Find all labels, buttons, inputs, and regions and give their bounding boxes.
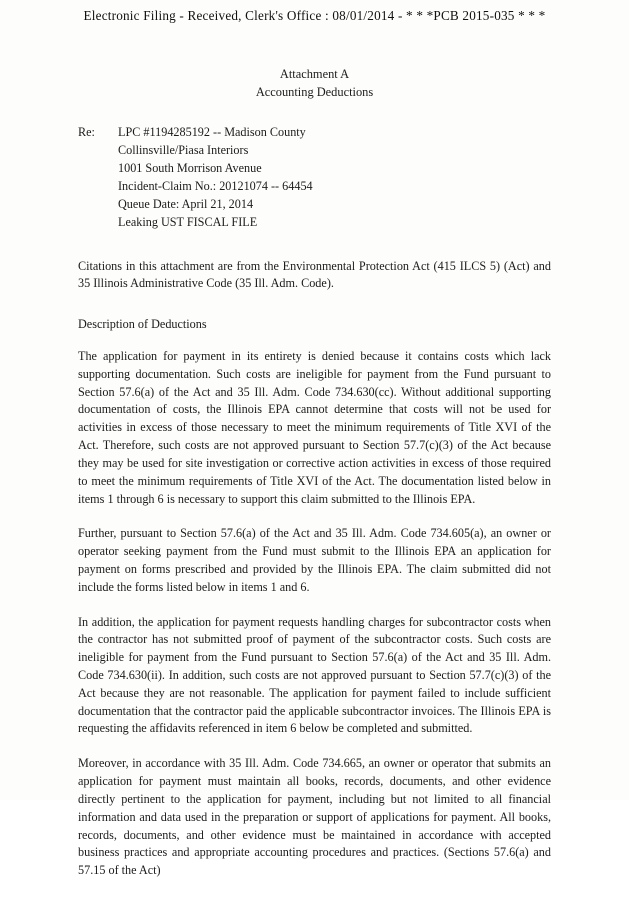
re-lines <box>118 124 551 232</box>
description-of-deductions-heading: Description of Deductions <box>78 317 207 332</box>
deduction-paragraph-3: In addition, the application for payment requests handling charges for subcontractor costs when the contractor has not submitted proof of payment of the subcontractor costs. Such costs are ineligible for payment from the Fund pursuant to Section 57.6(a) of the Act and 35 Ill. Adm. Code 734.630(ii). In addition, such costs are not approved pursuant to Section 57.7(c)(3) of the Act because they are not reasonable. The application for payment failed to include sufficient documentation that the contractor paid the applicable subcontractor invoices. The Illinois EPA is requesting the affidavits referenced in item 6 below be completed and submitted. <box>78 614 551 736</box>
electronic-filing-stamp: Electronic Filing - Received, Clerk's Office : 08/01/2014 - * * *PCB 2015-035 * * * <box>83 8 546 23</box>
re-label: Re: <box>78 124 95 139</box>
re-line-address: 1001 South Morrison Avenue <box>118 160 262 175</box>
re-line-file-type: Leaking UST FISCAL FILE <box>118 214 258 229</box>
deduction-paragraph-1: The application for payment in its entirety is denied because it contains costs which lack supporting documentation. Such costs are ineligible for payment from the Fund pursuant to Section 57.6(a) of the Act and 35 Ill. Adm. Code 734.630(cc). Without additional supporting documentation of costs, the Illinois EPA cannot determine that costs will not be used for activities in excess of those necessary to meet the minimum requirements of Title XVI of the Act. Therefore, such costs are not approved pursuant to Section 57.7(c)(3) of the Act because they may be used for site investigation or corrective action activities in excess of those required to meet the minimum requirements of Title XVI of the Act. The documentation listed below in items 1 through 6 is necessary to support this claim submitted to the Illinois EPA. <box>78 349 551 506</box>
re-block <box>78 124 551 232</box>
attachment-title: Attachment A <box>279 67 350 81</box>
deduction-paragraph-4: Moreover, in accordance with 35 Ill. Adm. Code 734.665, an owner or operator that submits an application for payment must maintain all books, records, documents, and other evidence directly pertinent to the application for payment, including but not limited to all financial information and data used in the preparation or support of applications for payment. All books, records, documents, and other evidence must be maintained in accordance with accepted business practices and appropriate accounting procedures and practices. (Sections 57.6(a) and 57.15 of the Act) <box>78 756 551 878</box>
document-body <box>0 66 629 897</box>
deduction-paragraph-2: Further, pursuant to Section 57.6(a) of the Act and 35 Ill. Adm. Code 734.605(a), an owner or operator seeking payment from the Fund must submit to the Illinois EPA an application for payment on forms prescribed and provided by the Illinois EPA. The claim submitted did not include the forms listed below in items 1 and 6. <box>78 526 551 594</box>
citations-paragraph: Citations in this attachment are from the Environmental Protection Act (415 ILCS 5) (Act) and 35 Illinois Administrative Code (35 Ill. Adm. Code). <box>78 258 551 291</box>
attachment-title-block <box>78 66 551 102</box>
re-line-lpc: LPC #1194285192 -- Madison County <box>118 124 306 139</box>
re-line-incident-claim: Incident-Claim No.: 20121074 -- 64454 <box>118 178 313 193</box>
re-line-queue-date: Queue Date: April 21, 2014 <box>118 196 254 211</box>
attachment-subtitle: Accounting Deductions <box>255 84 374 99</box>
re-line-facility: Collinsville/Piasa Interiors <box>118 142 249 157</box>
